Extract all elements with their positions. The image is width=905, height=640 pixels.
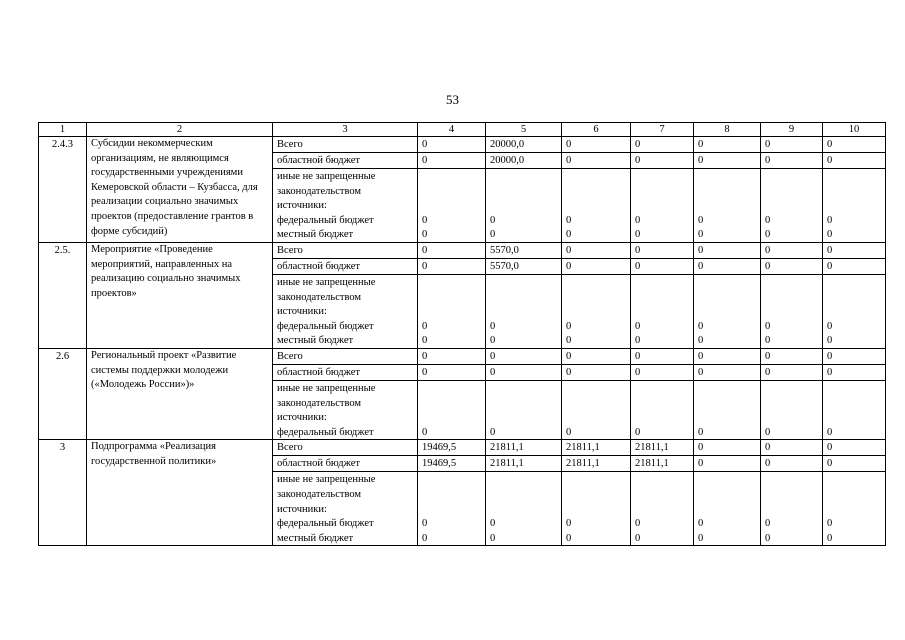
federal-value: 0 bbox=[765, 214, 771, 226]
source-line: иные не запрещенные bbox=[277, 276, 376, 288]
federal-value: 0 bbox=[698, 426, 704, 438]
source-label: областной бюджет bbox=[273, 364, 418, 380]
value-cell: 0 bbox=[418, 242, 486, 258]
value-cell bbox=[823, 472, 886, 546]
value-cell: 0 bbox=[562, 364, 631, 380]
source-line: источники: bbox=[277, 503, 327, 515]
federal-value: 0 bbox=[635, 214, 641, 226]
federal-value: 0 bbox=[765, 518, 771, 530]
local-value: 0 bbox=[422, 532, 428, 544]
value-cell: 5570,0 bbox=[486, 258, 562, 274]
source-line: иные не запрещенные bbox=[277, 382, 376, 394]
value-cell bbox=[562, 380, 631, 439]
source-line: федеральный бюджет bbox=[277, 320, 374, 332]
value-cell bbox=[631, 274, 694, 348]
value-cell bbox=[418, 274, 486, 348]
source-line: источники: bbox=[277, 412, 327, 424]
table-row bbox=[39, 440, 886, 456]
value-cell bbox=[694, 169, 761, 243]
value-cell: 0 bbox=[562, 153, 631, 169]
local-value: 0 bbox=[566, 335, 572, 347]
federal-value: 0 bbox=[490, 214, 496, 226]
value-cell bbox=[631, 169, 694, 243]
local-value: 0 bbox=[566, 532, 572, 544]
source-label: Всего bbox=[273, 242, 418, 258]
column-header: 9 bbox=[761, 123, 823, 137]
value-cell: 0 bbox=[823, 348, 886, 364]
source-label-multi bbox=[273, 472, 418, 546]
source-line: источники: bbox=[277, 306, 327, 318]
row-code: 2.4.3 bbox=[39, 137, 87, 243]
local-value: 0 bbox=[566, 229, 572, 241]
federal-value: 0 bbox=[827, 214, 833, 226]
source-label-multi bbox=[273, 169, 418, 243]
value-cell: 0 bbox=[761, 348, 823, 364]
federal-value: 0 bbox=[422, 320, 428, 332]
source-line: местный бюджет bbox=[277, 229, 354, 241]
column-header: 6 bbox=[562, 123, 631, 137]
value-cell: 0 bbox=[823, 440, 886, 456]
value-cell bbox=[823, 274, 886, 348]
federal-value: 0 bbox=[490, 426, 496, 438]
federal-value: 0 bbox=[566, 320, 572, 332]
value-cell: 0 bbox=[761, 456, 823, 472]
local-value: 0 bbox=[698, 335, 704, 347]
value-cell: 0 bbox=[631, 364, 694, 380]
value-cell bbox=[823, 380, 886, 439]
value-cell: 0 bbox=[694, 456, 761, 472]
federal-value: 0 bbox=[422, 426, 428, 438]
value-cell: 0 bbox=[418, 348, 486, 364]
table-row bbox=[39, 242, 886, 258]
value-cell: 20000,0 bbox=[486, 153, 562, 169]
local-value: 0 bbox=[765, 532, 771, 544]
source-line: источники: bbox=[277, 200, 327, 212]
value-cell: 5570,0 bbox=[486, 242, 562, 258]
value-cell: 0 bbox=[823, 258, 886, 274]
value-cell: 0 bbox=[823, 137, 886, 153]
federal-value: 0 bbox=[490, 518, 496, 530]
value-cell: 0 bbox=[694, 137, 761, 153]
source-label-multi bbox=[273, 380, 418, 439]
value-cell: 0 bbox=[761, 242, 823, 258]
value-cell: 0 bbox=[631, 242, 694, 258]
value-cell: 0 bbox=[823, 242, 886, 258]
value-cell bbox=[418, 472, 486, 546]
value-cell: 0 bbox=[631, 348, 694, 364]
local-value: 0 bbox=[827, 229, 833, 241]
source-label: областной бюджет bbox=[273, 258, 418, 274]
source-line: федеральный бюджет bbox=[277, 214, 374, 226]
federal-value: 0 bbox=[765, 426, 771, 438]
value-cell: 0 bbox=[823, 153, 886, 169]
source-line: законодательством bbox=[277, 185, 362, 197]
column-header: 1 bbox=[39, 123, 87, 137]
row-code: 3 bbox=[39, 440, 87, 546]
federal-value: 0 bbox=[490, 320, 496, 332]
value-cell: 0 bbox=[823, 364, 886, 380]
local-value: 0 bbox=[490, 229, 496, 241]
local-value: 0 bbox=[765, 335, 771, 347]
value-cell: 0 bbox=[694, 242, 761, 258]
local-value: 0 bbox=[490, 532, 496, 544]
value-cell: 0 bbox=[631, 137, 694, 153]
federal-value: 0 bbox=[422, 214, 428, 226]
source-line: законодательством bbox=[277, 291, 362, 303]
column-header: 2 bbox=[87, 123, 273, 137]
value-cell: 0 bbox=[562, 258, 631, 274]
value-cell: 0 bbox=[562, 137, 631, 153]
value-cell: 21811,1 bbox=[486, 456, 562, 472]
local-value: 0 bbox=[490, 335, 496, 347]
federal-value: 0 bbox=[635, 426, 641, 438]
federal-value: 0 bbox=[698, 518, 704, 530]
row-name: Мероприятие «Проведение мероприятий, направленных на реализацию социально значимых проектов» bbox=[87, 242, 273, 348]
table-row bbox=[39, 137, 886, 153]
row-code: 2.5. bbox=[39, 242, 87, 348]
value-cell bbox=[761, 274, 823, 348]
column-header: 10 bbox=[823, 123, 886, 137]
value-cell: 0 bbox=[486, 364, 562, 380]
value-cell: 0 bbox=[761, 440, 823, 456]
local-value: 0 bbox=[422, 335, 428, 347]
value-cell bbox=[761, 472, 823, 546]
column-header: 3 bbox=[273, 123, 418, 137]
value-cell bbox=[486, 472, 562, 546]
value-cell: 0 bbox=[694, 348, 761, 364]
federal-value: 0 bbox=[827, 518, 833, 530]
value-cell bbox=[486, 274, 562, 348]
source-line: местный бюджет bbox=[277, 532, 354, 544]
value-cell bbox=[823, 169, 886, 243]
column-header: 4 bbox=[418, 123, 486, 137]
local-value: 0 bbox=[827, 335, 833, 347]
row-name: Подпрограмма «Реализация государственной политики» bbox=[87, 440, 273, 546]
federal-value: 0 bbox=[698, 214, 704, 226]
source-line: законодательством bbox=[277, 397, 362, 409]
value-cell bbox=[631, 380, 694, 439]
federal-value: 0 bbox=[566, 426, 572, 438]
column-header: 5 bbox=[486, 123, 562, 137]
source-label: областной бюджет bbox=[273, 456, 418, 472]
value-cell bbox=[486, 169, 562, 243]
value-cell bbox=[694, 274, 761, 348]
page-number: 53 bbox=[446, 92, 459, 107]
value-cell bbox=[694, 472, 761, 546]
row-name: Субсидии некоммерческим организациям, не являющимся государственными учреждениями Кемеровской области – Кузбасса, для реализации социально значимых проектов (предоставление грантов в форме субсидий) bbox=[87, 137, 273, 243]
value-cell: 0 bbox=[761, 137, 823, 153]
source-line: местный бюджет bbox=[277, 335, 354, 347]
source-line: законодательством bbox=[277, 488, 362, 500]
header-row bbox=[39, 123, 886, 137]
value-cell: 0 bbox=[761, 258, 823, 274]
source-line: иные не запрещенные bbox=[277, 474, 376, 486]
value-cell bbox=[761, 380, 823, 439]
value-cell: 0 bbox=[486, 348, 562, 364]
source-line: иные не запрещенные bbox=[277, 171, 376, 182]
source-label: областной бюджет bbox=[273, 153, 418, 169]
local-value: 0 bbox=[827, 532, 833, 544]
column-header: 7 bbox=[631, 123, 694, 137]
value-cell: 0 bbox=[418, 258, 486, 274]
value-cell bbox=[486, 380, 562, 439]
value-cell: 0 bbox=[694, 364, 761, 380]
value-cell: 0 bbox=[761, 364, 823, 380]
value-cell: 0 bbox=[694, 258, 761, 274]
federal-value: 0 bbox=[698, 320, 704, 332]
federal-value: 0 bbox=[566, 214, 572, 226]
local-value: 0 bbox=[635, 229, 641, 241]
federal-value: 0 bbox=[635, 320, 641, 332]
column-header: 8 bbox=[694, 123, 761, 137]
federal-value: 0 bbox=[422, 518, 428, 530]
local-value: 0 bbox=[698, 229, 704, 241]
value-cell: 0 bbox=[418, 137, 486, 153]
local-value: 0 bbox=[635, 532, 641, 544]
source-line: федеральный бюджет bbox=[277, 518, 374, 530]
source-label: Всего bbox=[273, 137, 418, 153]
source-label: Всего bbox=[273, 440, 418, 456]
value-cell: 21811,1 bbox=[562, 456, 631, 472]
source-label: Всего bbox=[273, 348, 418, 364]
value-cell: 0 bbox=[823, 456, 886, 472]
table-row bbox=[39, 348, 886, 364]
local-value: 0 bbox=[422, 229, 428, 241]
value-cell: 0 bbox=[694, 440, 761, 456]
value-cell: 21811,1 bbox=[631, 440, 694, 456]
value-cell: 0 bbox=[562, 242, 631, 258]
value-cell: 0 bbox=[418, 153, 486, 169]
value-cell bbox=[562, 472, 631, 546]
value-cell bbox=[761, 169, 823, 243]
value-cell: 19469,5 bbox=[418, 456, 486, 472]
local-value: 0 bbox=[635, 335, 641, 347]
value-cell: 21811,1 bbox=[631, 456, 694, 472]
value-cell: 0 bbox=[694, 153, 761, 169]
federal-value: 0 bbox=[635, 518, 641, 530]
value-cell: 21811,1 bbox=[486, 440, 562, 456]
local-value: 0 bbox=[698, 532, 704, 544]
value-cell: 0 bbox=[631, 258, 694, 274]
value-cell bbox=[562, 169, 631, 243]
row-name: Региональный проект «Развитие системы поддержки молодежи («Молодежь России»)» bbox=[87, 348, 273, 439]
value-cell: 0 bbox=[761, 153, 823, 169]
value-cell: 0 bbox=[631, 153, 694, 169]
value-cell bbox=[694, 380, 761, 439]
value-cell: 0 bbox=[562, 348, 631, 364]
row-code: 2.6 bbox=[39, 348, 87, 439]
value-cell: 0 bbox=[418, 364, 486, 380]
value-cell bbox=[562, 274, 631, 348]
value-cell bbox=[418, 380, 486, 439]
federal-value: 0 bbox=[566, 518, 572, 530]
value-cell: 21811,1 bbox=[562, 440, 631, 456]
value-cell: 20000,0 bbox=[486, 137, 562, 153]
local-value: 0 bbox=[765, 229, 771, 241]
federal-value: 0 bbox=[827, 320, 833, 332]
budget-table bbox=[38, 122, 886, 546]
federal-value: 0 bbox=[827, 426, 833, 438]
value-cell: 19469,5 bbox=[418, 440, 486, 456]
source-label-multi bbox=[273, 274, 418, 348]
value-cell bbox=[418, 169, 486, 243]
source-line: федеральный бюджет bbox=[277, 426, 374, 438]
value-cell bbox=[631, 472, 694, 546]
federal-value: 0 bbox=[765, 320, 771, 332]
